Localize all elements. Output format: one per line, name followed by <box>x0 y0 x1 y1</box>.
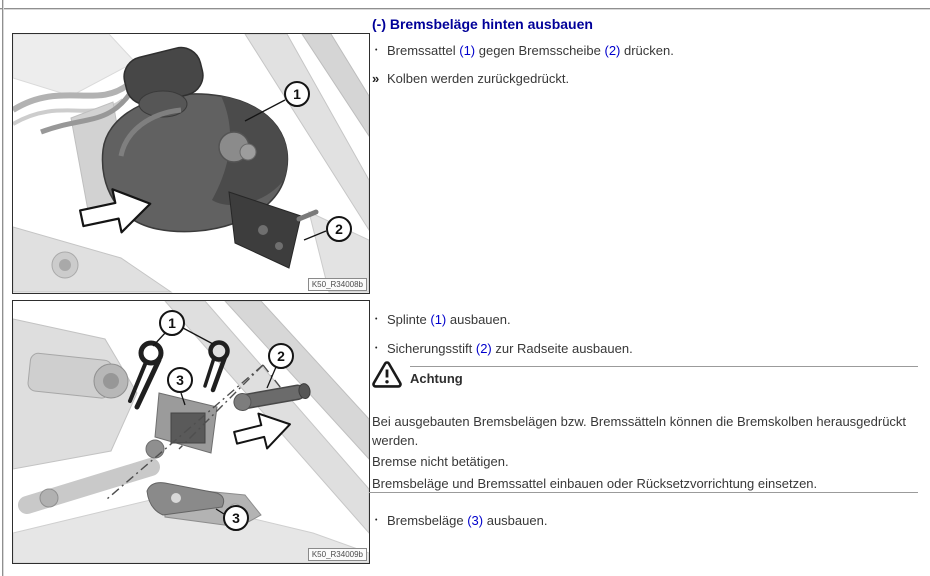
warning-text-line: Bremsbeläge und Bremssattel einbauen oder Rücksetzvorrichtung einsetzen. <box>372 476 818 491</box>
step-remove-splints <box>372 311 918 328</box>
retaining-pins-illustration <box>13 301 369 563</box>
step-remove-retaining-pin <box>372 340 918 357</box>
figure-caption-1: K50_R34008b <box>308 278 367 291</box>
instruction-column <box>372 0 918 576</box>
figure-rear-brake-caliper <box>12 33 370 294</box>
bullet-marker: • <box>375 517 378 524</box>
text-fragment: gegen Bremsscheibe <box>475 43 605 58</box>
bullet-marker: • <box>375 345 378 352</box>
text-fragment: Bremsbeläge <box>387 513 468 528</box>
ref-link-pads-3[interactable]: (3) <box>467 513 484 528</box>
text-fragment: Splinte <box>387 312 431 327</box>
result-text: Kolben werden zurückgedrückt. <box>387 71 570 86</box>
callout-caliper-1: 1 <box>284 81 310 107</box>
step-press-caliper <box>372 42 918 59</box>
step-text <box>387 513 547 528</box>
text-fragment: drücken. <box>620 43 674 58</box>
warning-divider-top <box>410 366 918 367</box>
warning-icon <box>372 360 402 388</box>
callout-pin-2: 2 <box>268 343 294 369</box>
ref-link-caliper-1[interactable]: (1) <box>459 43 476 58</box>
text-fragment: Bremssattel <box>387 43 460 58</box>
step-text <box>387 312 511 327</box>
bullet-marker: • <box>375 316 378 323</box>
warning-text-line: Bei ausgebauten Bremsbelägen bzw. Bremssätteln können die Bremskolben herausgedrückt werden. <box>372 414 907 448</box>
callout-splint-1: 1 <box>159 310 185 336</box>
pane-left-divider-highlight <box>3 0 4 576</box>
ref-link-splint-1[interactable]: (1) <box>430 312 447 327</box>
bullet-marker: • <box>375 47 378 54</box>
warning-divider-bottom <box>369 492 918 493</box>
rear-caliper-illustration <box>13 34 369 293</box>
text-fragment: Sicherungsstift <box>387 341 476 356</box>
warning-text-line: Bremse nicht betätigen. <box>372 454 509 469</box>
ref-link-pin-2[interactable]: (2) <box>475 341 492 356</box>
callout-pad-3-top: 3 <box>167 367 193 393</box>
ref-link-disc-2[interactable]: (2) <box>604 43 621 58</box>
result-marker: » <box>372 71 380 86</box>
step-text <box>387 43 674 58</box>
step-remove-pads <box>372 512 918 529</box>
text-fragment: ausbauen. <box>446 312 511 327</box>
page-title: (-) Bremsbeläge hinten ausbauen <box>372 16 593 33</box>
warning-title: Achtung <box>410 371 463 386</box>
callout-disc-2: 2 <box>326 216 352 242</box>
callout-pad-3-bottom: 3 <box>223 505 249 531</box>
pad-retainer-bracket <box>146 393 217 458</box>
text-fragment: zur Radseite ausbauen. <box>491 341 633 356</box>
figure-pad-retaining-pins <box>12 300 370 564</box>
step-text <box>387 341 633 356</box>
result-pistons-pushed-back <box>372 70 918 87</box>
brake-disc-bracket <box>229 192 316 268</box>
text-fragment: ausbauen. <box>483 513 548 528</box>
figure-caption-2: K50_R34009b <box>308 548 367 561</box>
